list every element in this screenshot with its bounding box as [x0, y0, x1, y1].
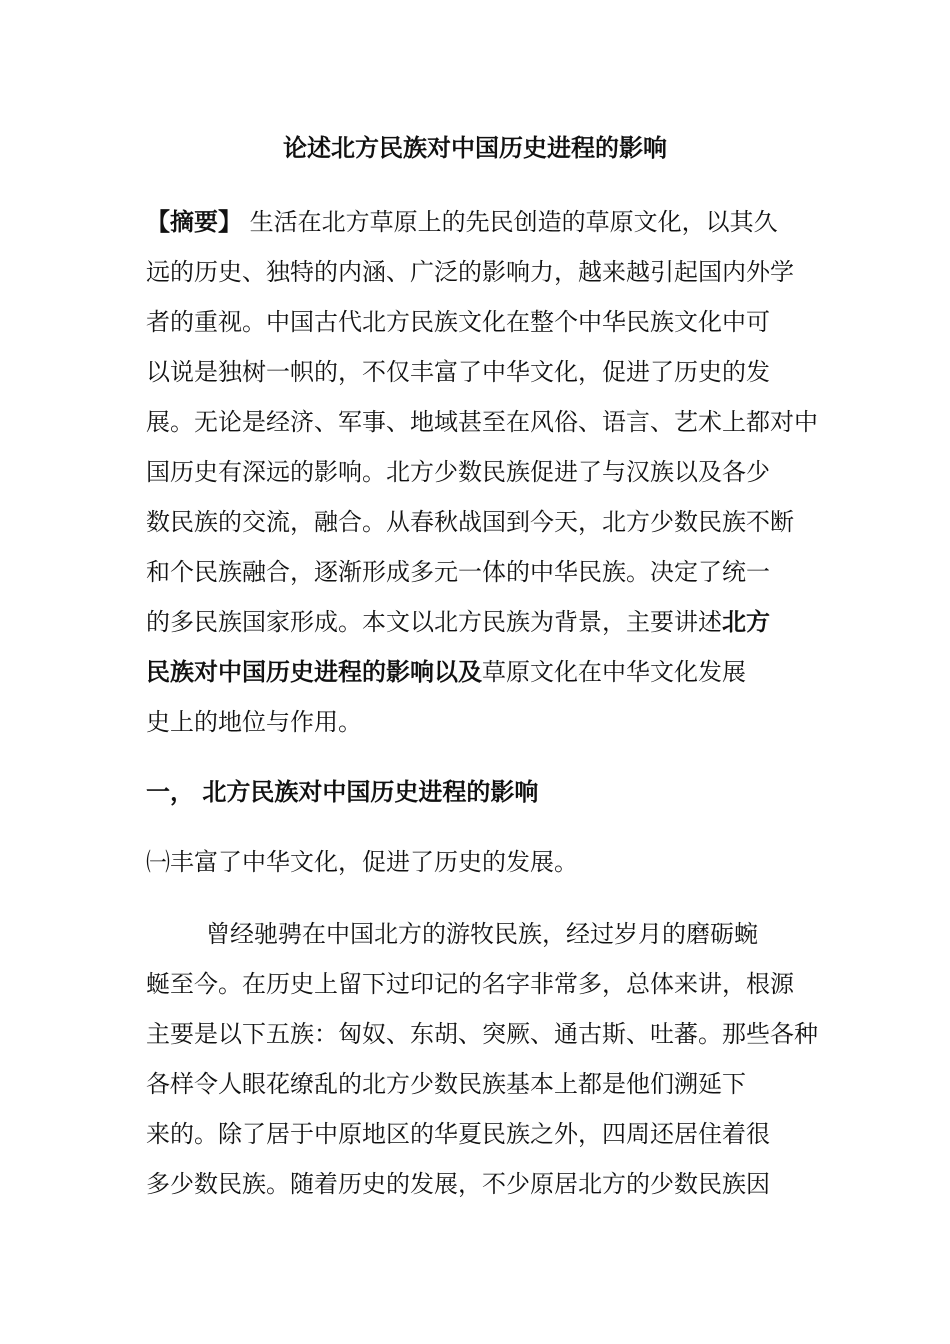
abstract-emphasis-start: 北方 [722, 608, 770, 636]
abstract-line-9 [146, 600, 818, 650]
abstract-line-5: 展。无论是经济、军事、地域甚至在风俗、语言、艺术上都对中 [146, 408, 818, 436]
abstract-label: 【摘要】 [146, 208, 242, 236]
body-paragraph [146, 912, 818, 1212]
abstract-line-10 [146, 650, 818, 700]
abstract-line-3: 者的重视。中国古代北方民族文化在整个中华民族文化中可 [146, 308, 770, 336]
abstract-line-2: 远的历史、独特的内涵、广泛的影响力，越来越引起国内外学 [146, 258, 794, 286]
abstract-paragraph [146, 200, 818, 750]
body-line-4: 各样令人眼花缭乱的北方少数民族基本上都是他们溯延下 [146, 1070, 746, 1098]
abstract-line-1-text: 生活在北方草原上的先民创造的草原文化，以其久 [242, 208, 778, 236]
abstract-line-1 [146, 200, 818, 250]
abstract-line-6: 国历史有深远的影响。北方少数民族促进了与汉族以及各少 [146, 458, 770, 486]
body-line-1: 曾经驰骋在中国北方的游牧民族，经过岁月的磨砺蜿 [206, 920, 758, 948]
body-line-2: 蜒至今。在历史上留下过印记的名字非常多，总体来讲，根源 [146, 970, 794, 998]
abstract-line-9-text: 的多民族国家形成。本文以北方民族为背景，主要讲述 [146, 608, 722, 636]
abstract-line-8: 和个民族融合，逐渐形成多元一体的中华民族。决定了统一 [146, 558, 770, 586]
body-line-5: 来的。除了居于中原地区的华夏民族之外，四周还居住着很 [146, 1120, 770, 1148]
section-1-heading: 一， 北方民族对中国历史进程的影响 [146, 778, 539, 806]
document-title: 论述北方民族对中国历史进程的影响 [283, 134, 667, 162]
body-line-6: 多少数民族。随着历史的发展，不少原居北方的少数民族因 [146, 1170, 770, 1198]
abstract-line-4: 以说是独树一帜的，不仅丰富了中华文化，促进了历史的发 [146, 358, 770, 386]
subsection-1-heading: ㈠丰富了中华文化，促进了历史的发展。 [146, 848, 578, 876]
body-line-3: 主要是以下五族：匈奴、东胡、突厥、通古斯、吐蕃。那些各种 [146, 1020, 818, 1048]
abstract-emphasis-main: 民族对中国历史进程的影响以及 [146, 658, 482, 686]
abstract-line-10-tail: 草原文化在中华文化发展 [482, 658, 746, 686]
abstract-line-7: 数民族的交流，融合。从春秋战国到今天，北方少数民族不断 [146, 508, 794, 536]
abstract-line-11: 史上的地位与作用。 [146, 708, 362, 736]
